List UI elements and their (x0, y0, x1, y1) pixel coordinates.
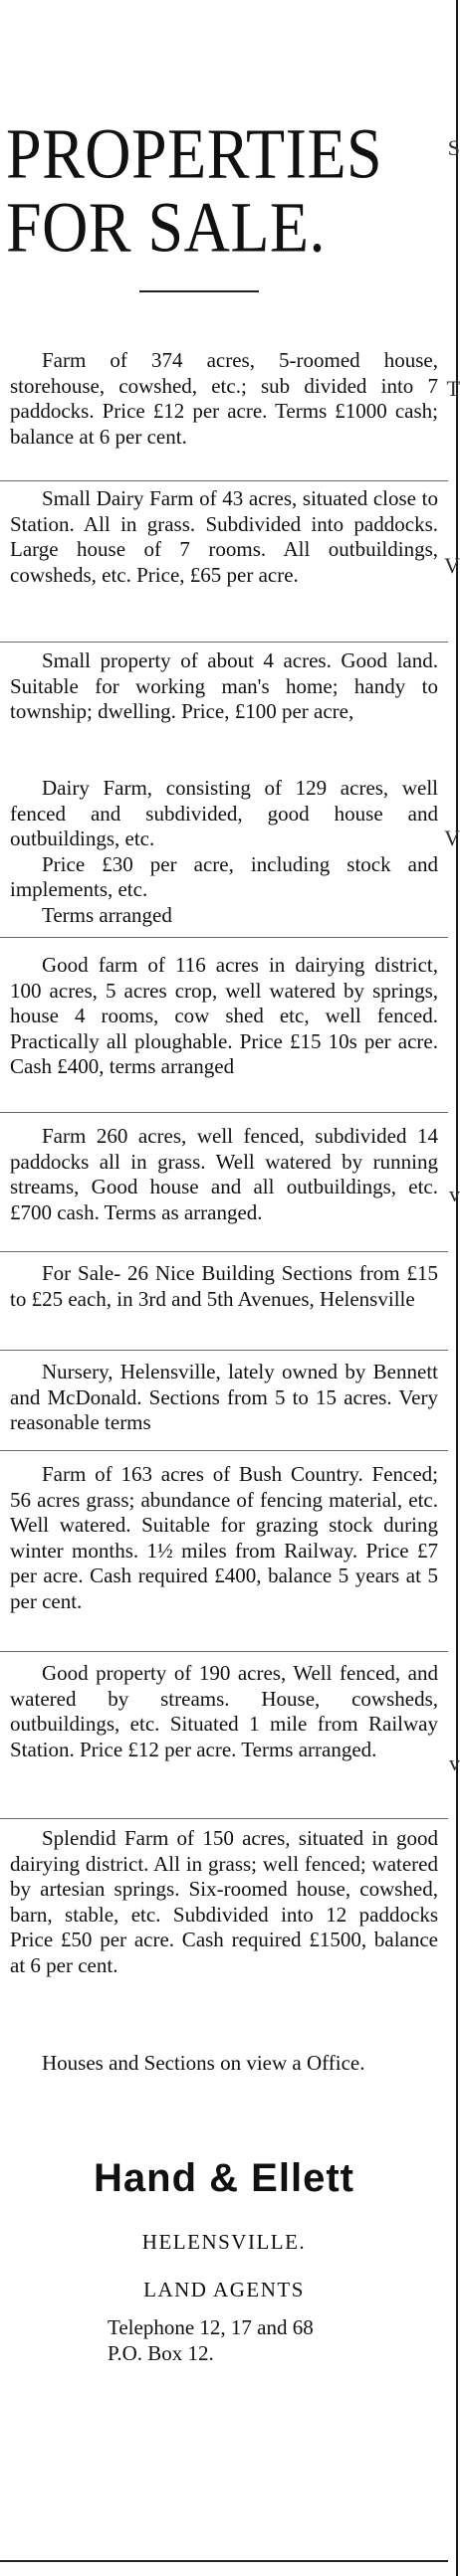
separator (0, 1450, 448, 1451)
separator (0, 1350, 448, 1351)
separator (0, 480, 448, 481)
firm-po-box: P.O. Box 12. (108, 2341, 214, 2365)
listing-9: Farm of 163 acres of Bush Country. Fenced; 56 acres grass; abundance of fencing material, etc. Well watered. Suitable for grazing stock during winter months. 1½ miles from Railway. Price £7 per acre. Cash required £400, balance 5 years at 5 per cent. (10, 1462, 438, 1613)
firm-town: HELENSVILLE. (141, 2230, 307, 2254)
separator (0, 1251, 448, 1252)
listing-4: Dairy Farm, consisting of 129 acres, well fenced and subdivided, good house and outbuildings, etc. Price £30 per acre, including stock and implements, etc. Terms arranged (10, 776, 438, 927)
listing-7: For Sale- 26 Nice Building Sections from £15 to £25 each, in 3rd and 5th Avenues, Helensville (10, 1261, 438, 1311)
separator (0, 1818, 448, 1819)
listing-3: Small property of about 4 acres. Good land. Suitable for working man's home; handy to township; dwelling. Price, £100 per acre, (10, 648, 438, 723)
separator (0, 937, 448, 938)
adjacent-column-fragment: S (447, 135, 460, 160)
headline (6, 113, 444, 268)
view-note: Houses and Sections on view a Office. (42, 2051, 365, 2075)
adjacent-column-fragment: V (444, 553, 460, 578)
firm-role: LAND AGENTS (143, 2278, 305, 2301)
firm-name: Hand & Ellett (94, 2156, 354, 2200)
adjacent-column-fragment: V (444, 826, 460, 850)
bottom-rule (0, 2560, 448, 2562)
adjacent-column-fragment: v (449, 1750, 460, 1775)
title-rule (139, 290, 259, 292)
listing-8: Nursery, Helensville, lately owned by Bennett and McDonald. Sections from 5 to 15 acres. Very reasonable terms (10, 1360, 438, 1434)
listing-11: Splendid Farm of 150 acres, situated in good dairying district. All in grass; well fenced; watered by artesian springs. Six-roomed house, cowshed, barn, stable, etc. Subdivided into 12 paddocks Price £50 per acre. Cash required £1500, balance at 6 per cent. (10, 1826, 438, 1977)
listing-2: Small Dairy Farm of 43 acres, situated close to Station. All in grass. Subdivided into paddocks. Large house of 7 rooms. All outbuildings, cowsheds, etc. Price, £65 per acre. (10, 486, 438, 587)
listing-4-price: Price £30 per acre, including stock and implements, etc. (10, 851, 438, 901)
separator (0, 1112, 448, 1113)
separator (0, 642, 448, 643)
headline-line-1: PROPERTIES (6, 113, 383, 194)
adjacent-column-fragment: v (449, 1182, 460, 1206)
listing-10: Good property of 190 acres, Well fenced, and watered by streams. House, cowsheds, outbuildings, etc. Situated 1 mile from Railway Station. Price £12 per acre. Terms arranged. (10, 1661, 438, 1761)
separator (0, 1651, 448, 1652)
listing-5: Good farm of 116 acres in dairying district, 100 acres, 5 acres crop, well watered by springs, house 4 rooms, cow shed etc, well fenced. Practically all ploughable. Price £15 10s per acre. Cash £400, terms arranged (10, 953, 438, 1078)
listing-4-terms: Terms arranged (42, 902, 172, 927)
listing-1: Farm of 374 acres, 5-roomed house, storehouse, cowshed, etc.; sub divided into 7 paddocks. Price £12 per acre. Terms £1000 cash; balance at 6 per cent. (10, 348, 438, 449)
listing-6: Farm 260 acres, well fenced, subdivided 14 paddocks all in grass. Well watered by running streams, Good house and all outbuildings, etc. £700 cash. Terms as arranged. (10, 1124, 438, 1224)
adjacent-column-fragment: T (446, 376, 460, 401)
headline-line-2: FOR SALE. (6, 187, 326, 268)
firm-telephone: Telephone 12, 17 and 68 (108, 2315, 314, 2339)
